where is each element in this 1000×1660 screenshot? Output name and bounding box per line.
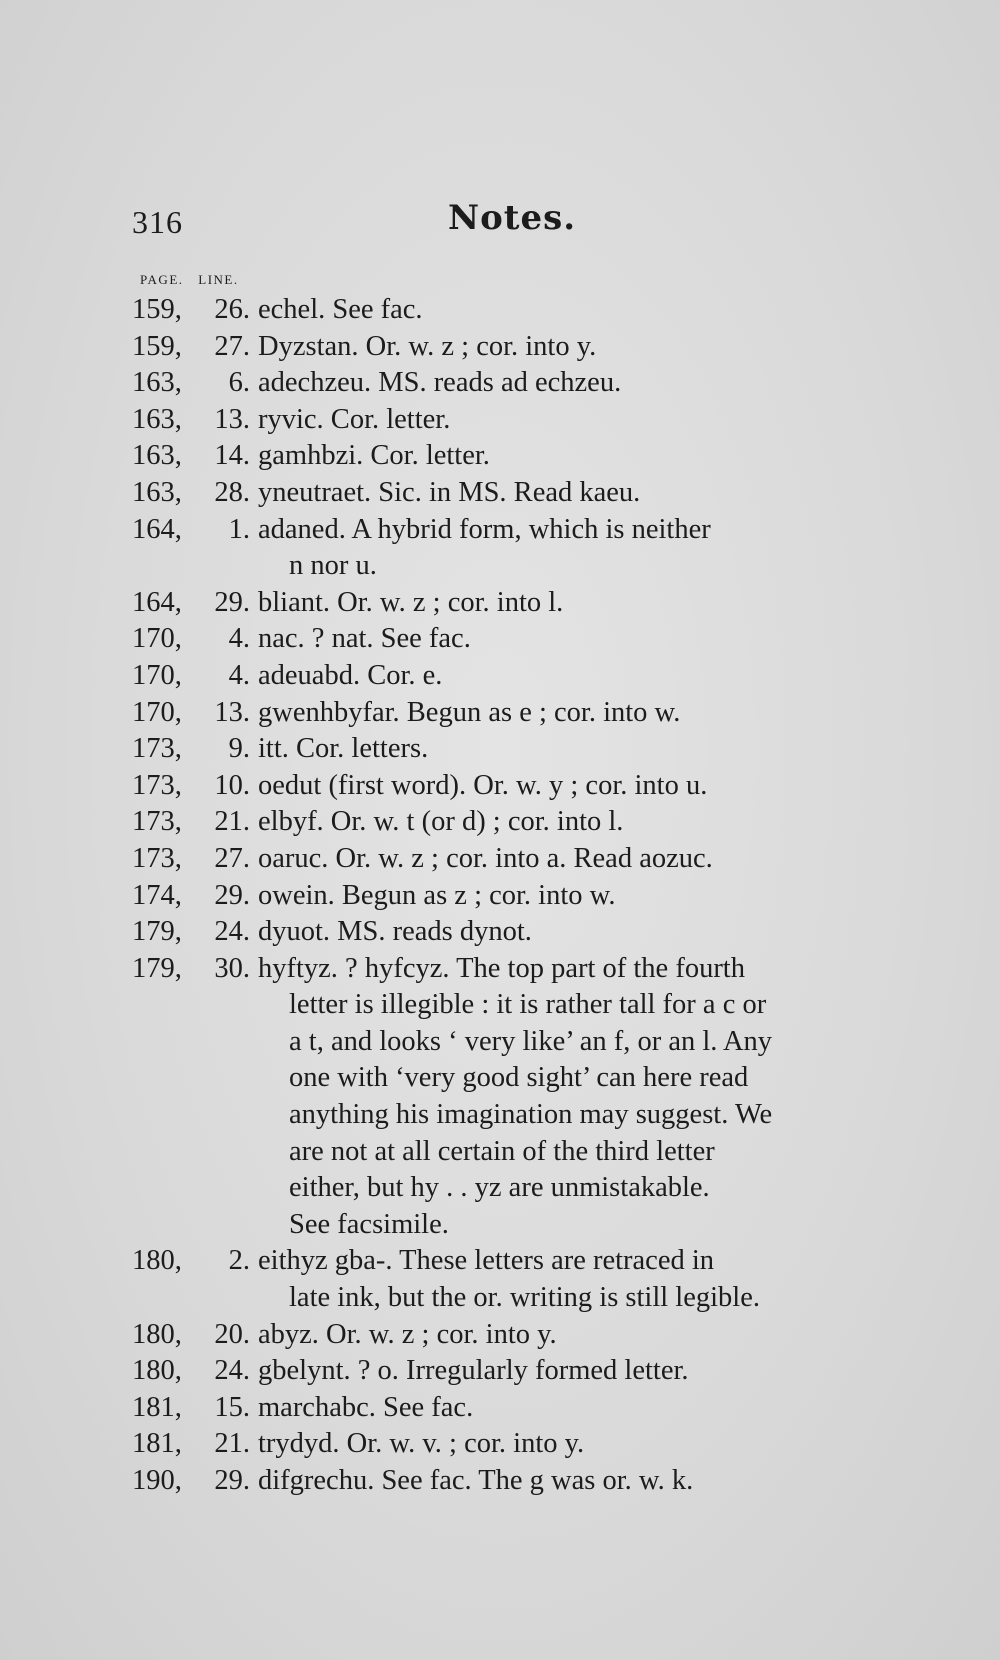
note-text-line: dyuot. MS. reads dynot. bbox=[258, 916, 532, 948]
note-entry bbox=[0, 402, 1000, 439]
note-reference bbox=[132, 1463, 254, 1500]
note-line-number: 20. bbox=[214, 1318, 250, 1350]
note-page-number: 164, bbox=[132, 586, 182, 618]
note-text bbox=[258, 329, 866, 366]
note-line-number: 6. bbox=[228, 367, 250, 399]
note-entry bbox=[0, 1353, 1000, 1390]
note-line-number: 15. bbox=[214, 1391, 250, 1423]
note-text bbox=[258, 402, 866, 439]
note-text bbox=[258, 658, 866, 695]
note-page-number: 181, bbox=[132, 1391, 182, 1423]
note-text bbox=[258, 585, 866, 622]
note-line-number: 29. bbox=[214, 879, 250, 911]
note-entry bbox=[0, 585, 1000, 622]
note-entry bbox=[0, 329, 1000, 366]
column-heads bbox=[140, 272, 249, 288]
note-page-number: 163, bbox=[132, 403, 182, 435]
note-text bbox=[258, 365, 866, 402]
note-text-line: yneutraet. Sic. in MS. Read kaeu. bbox=[258, 476, 641, 508]
note-text-line: elbyf. Or. w. t (or d) ; cor. into l. bbox=[258, 806, 624, 838]
note-text-continuation: See facsimile. bbox=[289, 1208, 449, 1240]
note-reference bbox=[132, 695, 254, 732]
page-number: 316 bbox=[132, 204, 183, 240]
note-line-number: 4. bbox=[228, 623, 250, 655]
note-entry bbox=[0, 621, 1000, 658]
note-line-number: 29. bbox=[214, 586, 250, 618]
note-line-number: 24. bbox=[214, 916, 250, 948]
note-text-continuation: are not at all certain of the third letter bbox=[289, 1135, 715, 1167]
note-entry bbox=[0, 841, 1000, 878]
note-text-continuation: n nor u. bbox=[289, 550, 377, 582]
note-entry bbox=[0, 438, 1000, 475]
note-text-continuation: late ink, but the or. writing is still legible. bbox=[289, 1282, 760, 1314]
note-reference bbox=[132, 292, 254, 329]
note-reference bbox=[132, 658, 254, 695]
note-text-continuation: anything his imagination may suggest. We bbox=[289, 1099, 773, 1131]
note-page-number: 173, bbox=[132, 842, 182, 874]
note-page-number: 163, bbox=[132, 367, 182, 399]
note-text-line: echel. See fac. bbox=[258, 294, 423, 325]
note-text-line: gwenhbyfar. Begun as e ; cor. into w. bbox=[258, 696, 681, 728]
note-text bbox=[258, 512, 866, 585]
note-text-line: oedut (first word). Or. w. y ; cor. into u. bbox=[258, 769, 708, 801]
note-page-number: 164, bbox=[132, 513, 182, 545]
note-reference bbox=[132, 731, 254, 768]
note-line-number: 10. bbox=[214, 769, 250, 801]
note-reference bbox=[132, 1353, 254, 1390]
note-text bbox=[258, 841, 866, 878]
note-line-number: 14. bbox=[214, 440, 250, 472]
note-entry bbox=[0, 951, 1000, 1244]
note-text bbox=[258, 438, 866, 475]
note-page-number: 180, bbox=[132, 1245, 182, 1277]
note-page-number: 174, bbox=[132, 879, 182, 911]
note-text-line: bliant. Or. w. z ; cor. into l. bbox=[258, 586, 564, 618]
note-reference bbox=[132, 1243, 254, 1280]
note-text-line: trydyd. Or. w. v. ; cor. into y. bbox=[258, 1428, 585, 1460]
note-page-number: 173, bbox=[132, 733, 182, 765]
note-text-continuation: either, but hy . . yz are unmistakable. bbox=[289, 1172, 710, 1204]
note-reference bbox=[132, 402, 254, 439]
note-text bbox=[258, 768, 866, 805]
note-text bbox=[258, 804, 866, 841]
note-entry bbox=[0, 1390, 1000, 1427]
note-text-line: nac. ? nat. See fac. bbox=[258, 623, 471, 655]
note-text bbox=[258, 695, 866, 732]
note-text bbox=[258, 621, 866, 658]
note-text-line: Dyzstan. Or. w. z ; cor. into y. bbox=[258, 330, 597, 362]
note-reference bbox=[132, 914, 254, 951]
note-page-number: 170, bbox=[132, 659, 182, 691]
note-entry bbox=[0, 475, 1000, 512]
note-text bbox=[258, 878, 866, 915]
note-text bbox=[258, 1390, 866, 1427]
note-reference bbox=[132, 1317, 254, 1354]
note-reference bbox=[132, 768, 254, 805]
note-line-number: 4. bbox=[228, 659, 250, 691]
note-text-line: owein. Begun as z ; cor. into w. bbox=[258, 879, 616, 911]
note-reference bbox=[132, 329, 254, 366]
note-line-number: 27. bbox=[214, 330, 250, 362]
note-reference bbox=[132, 475, 254, 512]
note-line-number: 21. bbox=[214, 806, 250, 838]
note-line-number: 2. bbox=[228, 1245, 250, 1277]
note-line-number: 26. bbox=[214, 294, 250, 325]
note-text-line: adeuabd. Cor. e. bbox=[258, 659, 443, 691]
note-text-line: gbelynt. ? o. Irregularly formed letter. bbox=[258, 1355, 689, 1387]
note-entry bbox=[0, 292, 1000, 329]
note-reference bbox=[132, 621, 254, 658]
note-text bbox=[258, 1426, 866, 1463]
note-entry bbox=[0, 914, 1000, 951]
note-page-number: 179, bbox=[132, 916, 182, 948]
note-page-number: 190, bbox=[132, 1465, 182, 1496]
note-text-continuation: one with ‘very good sight’ can here read bbox=[289, 1062, 749, 1094]
notes-list bbox=[0, 292, 1000, 1500]
note-entry bbox=[0, 1426, 1000, 1463]
note-page-number: 179, bbox=[132, 952, 182, 984]
note-entry bbox=[0, 658, 1000, 695]
note-reference bbox=[132, 841, 254, 878]
note-entry bbox=[0, 365, 1000, 402]
note-reference bbox=[132, 512, 254, 549]
note-page-number: 180, bbox=[132, 1318, 182, 1350]
note-entry bbox=[0, 768, 1000, 805]
note-entry bbox=[0, 695, 1000, 732]
note-entry bbox=[0, 1243, 1000, 1316]
note-line-number: 13. bbox=[214, 403, 250, 435]
note-text-line: abyz. Or. w. z ; cor. into y. bbox=[258, 1318, 557, 1350]
note-text bbox=[258, 731, 866, 768]
note-text bbox=[258, 292, 866, 329]
note-page-number: 170, bbox=[132, 623, 182, 655]
note-entry bbox=[0, 731, 1000, 768]
note-text-line: eithyz gba-. These letters are retraced in bbox=[258, 1245, 715, 1277]
note-text bbox=[258, 1317, 866, 1354]
note-reference bbox=[132, 365, 254, 402]
note-text bbox=[258, 914, 866, 951]
note-text-continuation: a t, and looks ‘ very like’ an f, or an l. Any bbox=[289, 1025, 773, 1057]
note-page-number: 180, bbox=[132, 1355, 182, 1387]
note-reference bbox=[132, 438, 254, 475]
note-entry bbox=[0, 878, 1000, 915]
note-line-number: 24. bbox=[214, 1355, 250, 1387]
note-text-line: ryvic. Cor. letter. bbox=[258, 403, 451, 435]
note-text bbox=[258, 951, 866, 1244]
note-entry bbox=[0, 1317, 1000, 1354]
page-header bbox=[132, 198, 872, 248]
note-entry bbox=[0, 512, 1000, 585]
note-reference bbox=[132, 1426, 254, 1463]
note-line-number: 30. bbox=[214, 952, 250, 984]
note-page-number: 181, bbox=[132, 1428, 182, 1460]
note-page-number: 163, bbox=[132, 440, 182, 472]
running-title: Notes. bbox=[448, 198, 577, 238]
note-text-line: marchabc. See fac. bbox=[258, 1391, 474, 1423]
note-line-number: 27. bbox=[214, 842, 250, 874]
note-line-number: 28. bbox=[214, 476, 250, 508]
note-text bbox=[258, 1463, 866, 1500]
note-text-line: adaned. A hybrid form, which is neither bbox=[258, 513, 711, 545]
note-text-line: hyftyz. ? hyfcyz. The top part of the fourth bbox=[258, 952, 745, 984]
note-text-line: difgrechu. See fac. The g was or. w. k. bbox=[258, 1465, 694, 1496]
note-text-line: oaruc. Or. w. z ; cor. into a. Read aozuc. bbox=[258, 842, 713, 874]
note-page-number: 173, bbox=[132, 806, 182, 838]
note-reference bbox=[132, 951, 254, 988]
column-head-line: LINE. bbox=[198, 272, 239, 287]
note-page-number: 163, bbox=[132, 476, 182, 508]
note-page-number: 170, bbox=[132, 696, 182, 728]
note-line-number: 13. bbox=[214, 696, 250, 728]
note-entry bbox=[0, 804, 1000, 841]
note-page-number: 159, bbox=[132, 294, 182, 325]
column-head-page: PAGE. bbox=[140, 272, 184, 287]
note-text bbox=[258, 1243, 866, 1316]
note-reference bbox=[132, 878, 254, 915]
note-text-line: itt. Cor. letters. bbox=[258, 733, 429, 765]
note-text bbox=[258, 475, 866, 512]
note-text bbox=[258, 1353, 866, 1390]
note-line-number: 9. bbox=[228, 733, 250, 765]
note-text-line: gamhbzi. Cor. letter. bbox=[258, 440, 490, 472]
note-line-number: 1. bbox=[228, 513, 250, 545]
note-line-number: 29. bbox=[214, 1465, 250, 1496]
note-text-line: adechzeu. MS. reads ad echzeu. bbox=[258, 367, 622, 399]
note-reference bbox=[132, 804, 254, 841]
note-entry bbox=[0, 1463, 1000, 1500]
note-text-continuation: letter is illegible : it is rather tall for a c or bbox=[289, 989, 767, 1021]
note-reference bbox=[132, 1390, 254, 1427]
note-page-number: 173, bbox=[132, 769, 182, 801]
note-line-number: 21. bbox=[214, 1428, 250, 1460]
note-reference bbox=[132, 585, 254, 622]
note-page-number: 159, bbox=[132, 330, 182, 362]
